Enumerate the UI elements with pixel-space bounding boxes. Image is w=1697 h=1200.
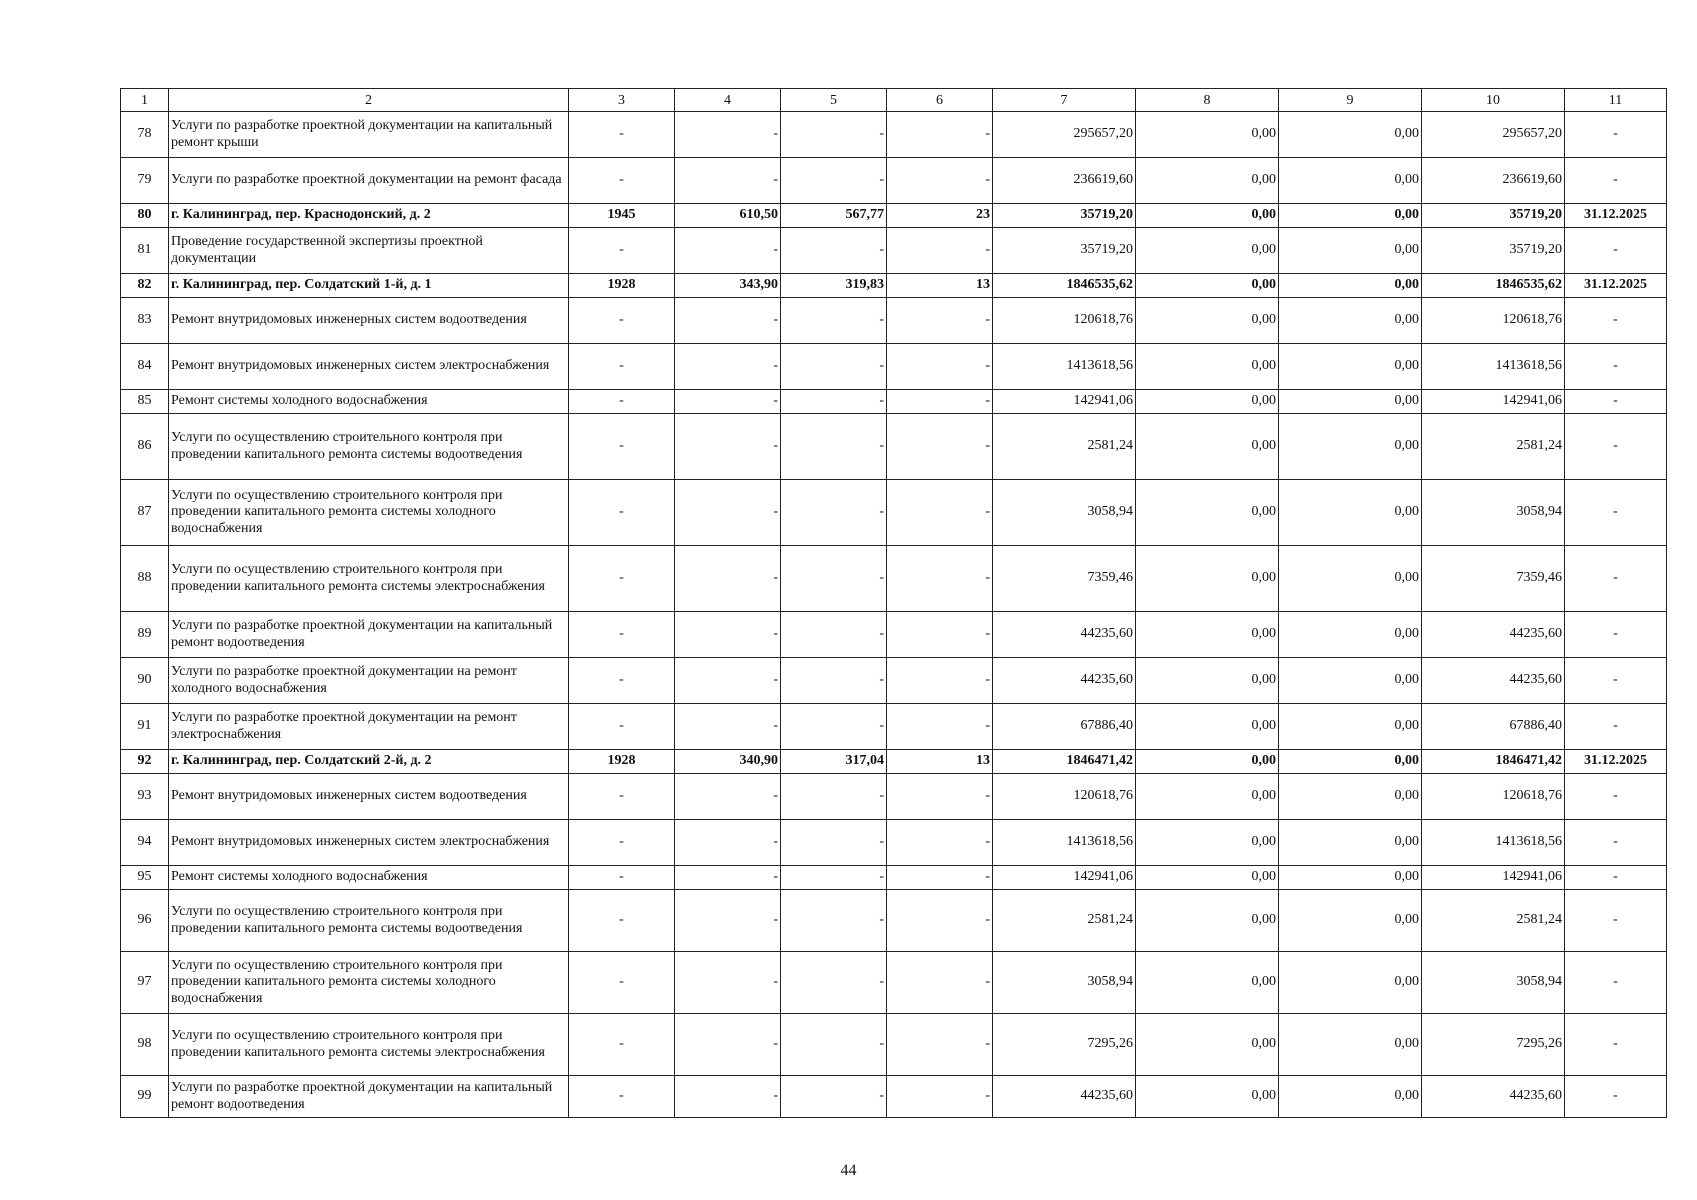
- cost-fund-cell: 67886,40: [1422, 704, 1565, 750]
- column-header: 8: [1136, 89, 1279, 112]
- col9-cell: 0,00: [1279, 952, 1422, 1014]
- area-total-cell: -: [675, 704, 781, 750]
- col8-cell: 0,00: [1136, 658, 1279, 704]
- table-row: [121, 658, 1667, 704]
- row-number: 90: [121, 658, 169, 704]
- year-cell: -: [569, 228, 675, 274]
- col8-cell: 0,00: [1136, 414, 1279, 480]
- year-cell: 1945: [569, 204, 675, 228]
- area-total-cell: -: [675, 1014, 781, 1076]
- col8-cell: 0,00: [1136, 228, 1279, 274]
- year-cell: -: [569, 480, 675, 546]
- cost-total-cell: 2581,24: [993, 414, 1136, 480]
- residents-cell: -: [887, 1076, 993, 1118]
- area-living-cell: -: [781, 414, 887, 480]
- col8-cell: 0,00: [1136, 546, 1279, 612]
- column-header: 11: [1565, 89, 1667, 112]
- col9-cell: 0,00: [1279, 750, 1422, 774]
- address-row: [121, 204, 1667, 228]
- col8-cell: 0,00: [1136, 820, 1279, 866]
- work-description: Услуги по осуществлению строительного контроля при проведении капитального ремонта системы электроснабжения: [169, 1014, 569, 1076]
- area-living-cell: 319,83: [781, 274, 887, 298]
- row-number: 92: [121, 750, 169, 774]
- col9-cell: 0,00: [1279, 890, 1422, 952]
- deadline-cell: -: [1565, 952, 1667, 1014]
- residents-cell: -: [887, 952, 993, 1014]
- row-number: 97: [121, 952, 169, 1014]
- residents-cell: 23: [887, 204, 993, 228]
- area-living-cell: -: [781, 158, 887, 204]
- deadline-cell: -: [1565, 414, 1667, 480]
- deadline-cell: -: [1565, 890, 1667, 952]
- col8-cell: 0,00: [1136, 952, 1279, 1014]
- cost-total-cell: 35719,20: [993, 204, 1136, 228]
- cost-fund-cell: 7295,26: [1422, 1014, 1565, 1076]
- cost-fund-cell: 44235,60: [1422, 612, 1565, 658]
- cost-fund-cell: 120618,76: [1422, 774, 1565, 820]
- work-description: Ремонт системы холодного водоснабжения: [169, 390, 569, 414]
- area-living-cell: -: [781, 390, 887, 414]
- cost-fund-cell: 44235,60: [1422, 658, 1565, 704]
- cost-fund-cell: 1846535,62: [1422, 274, 1565, 298]
- table-row: [121, 774, 1667, 820]
- work-description: Ремонт внутридомовых инженерных систем водоотведения: [169, 298, 569, 344]
- page-number: 44: [840, 1162, 857, 1179]
- cost-total-cell: 142941,06: [993, 390, 1136, 414]
- col9-cell: 0,00: [1279, 1014, 1422, 1076]
- cost-total-cell: 120618,76: [993, 774, 1136, 820]
- table-row: [121, 480, 1667, 546]
- deadline-cell: -: [1565, 704, 1667, 750]
- area-total-cell: -: [675, 890, 781, 952]
- year-cell: 1928: [569, 274, 675, 298]
- work-description: г. Калининград, пер. Солдатский 1-й, д. 1: [169, 274, 569, 298]
- cost-total-cell: 236619,60: [993, 158, 1136, 204]
- col8-cell: 0,00: [1136, 158, 1279, 204]
- area-total-cell: -: [675, 820, 781, 866]
- area-living-cell: -: [781, 480, 887, 546]
- year-cell: -: [569, 344, 675, 390]
- cost-total-cell: 1413618,56: [993, 820, 1136, 866]
- residents-cell: -: [887, 414, 993, 480]
- cost-fund-cell: 44235,60: [1422, 1076, 1565, 1118]
- col9-cell: 0,00: [1279, 546, 1422, 612]
- cost-total-cell: 1846471,42: [993, 750, 1136, 774]
- year-cell: -: [569, 546, 675, 612]
- cost-fund-cell: 236619,60: [1422, 158, 1565, 204]
- deadline-cell: -: [1565, 658, 1667, 704]
- residents-cell: 13: [887, 274, 993, 298]
- area-total-cell: 610,50: [675, 204, 781, 228]
- work-description: Проведение государственной экспертизы проектной документации: [169, 228, 569, 274]
- table-row: [121, 298, 1667, 344]
- row-number: 94: [121, 820, 169, 866]
- deadline-cell: -: [1565, 158, 1667, 204]
- deadline-cell: -: [1565, 112, 1667, 158]
- area-living-cell: 567,77: [781, 204, 887, 228]
- col9-cell: 0,00: [1279, 414, 1422, 480]
- cost-fund-cell: 1413618,56: [1422, 820, 1565, 866]
- area-total-cell: -: [675, 112, 781, 158]
- year-cell: -: [569, 612, 675, 658]
- row-number: 78: [121, 112, 169, 158]
- row-number: 99: [121, 1076, 169, 1118]
- cost-fund-cell: 1413618,56: [1422, 344, 1565, 390]
- area-total-cell: -: [675, 546, 781, 612]
- table-row: [121, 112, 1667, 158]
- area-living-cell: -: [781, 658, 887, 704]
- residents-cell: 13: [887, 750, 993, 774]
- cost-fund-cell: 120618,76: [1422, 298, 1565, 344]
- table-row: [121, 866, 1667, 890]
- row-number: 81: [121, 228, 169, 274]
- residents-cell: -: [887, 1014, 993, 1076]
- work-description: Услуги по осуществлению строительного контроля при проведении капитального ремонта системы холодного водоснабжения: [169, 480, 569, 546]
- row-number: 86: [121, 414, 169, 480]
- cost-fund-cell: 35719,20: [1422, 204, 1565, 228]
- year-cell: -: [569, 658, 675, 704]
- cost-total-cell: 2581,24: [993, 890, 1136, 952]
- deadline-cell: 31.12.2025: [1565, 274, 1667, 298]
- area-total-cell: -: [675, 658, 781, 704]
- area-total-cell: -: [675, 158, 781, 204]
- residents-cell: -: [887, 890, 993, 952]
- table-body: [121, 112, 1667, 1118]
- area-total-cell: -: [675, 298, 781, 344]
- cost-fund-cell: 142941,06: [1422, 866, 1565, 890]
- area-living-cell: -: [781, 298, 887, 344]
- col9-cell: 0,00: [1279, 228, 1422, 274]
- col9-cell: 0,00: [1279, 158, 1422, 204]
- col8-cell: 0,00: [1136, 890, 1279, 952]
- col9-cell: 0,00: [1279, 658, 1422, 704]
- residents-cell: -: [887, 612, 993, 658]
- col9-cell: 0,00: [1279, 866, 1422, 890]
- year-cell: -: [569, 866, 675, 890]
- column-header: 2: [169, 89, 569, 112]
- col9-cell: 0,00: [1279, 774, 1422, 820]
- year-cell: -: [569, 952, 675, 1014]
- work-description: Услуги по разработке проектной документации на ремонт электроснабжения: [169, 704, 569, 750]
- col9-cell: 0,00: [1279, 274, 1422, 298]
- col8-cell: 0,00: [1136, 274, 1279, 298]
- row-number: 96: [121, 890, 169, 952]
- column-number-row: [121, 89, 1667, 112]
- deadline-cell: 31.12.2025: [1565, 750, 1667, 774]
- cost-total-cell: 44235,60: [993, 612, 1136, 658]
- residents-cell: -: [887, 390, 993, 414]
- column-header: 3: [569, 89, 675, 112]
- area-total-cell: -: [675, 390, 781, 414]
- row-number: 95: [121, 866, 169, 890]
- col9-cell: 0,00: [1279, 1076, 1422, 1118]
- residents-cell: -: [887, 820, 993, 866]
- col8-cell: 0,00: [1136, 480, 1279, 546]
- table-row: [121, 1014, 1667, 1076]
- table-row: [121, 890, 1667, 952]
- cost-fund-cell: 2581,24: [1422, 414, 1565, 480]
- column-header: 4: [675, 89, 781, 112]
- col8-cell: 0,00: [1136, 612, 1279, 658]
- area-total-cell: -: [675, 414, 781, 480]
- area-total-cell: -: [675, 612, 781, 658]
- table-row: [121, 158, 1667, 204]
- column-header: 10: [1422, 89, 1565, 112]
- col8-cell: 0,00: [1136, 344, 1279, 390]
- row-number: 84: [121, 344, 169, 390]
- deadline-cell: -: [1565, 344, 1667, 390]
- year-cell: -: [569, 1076, 675, 1118]
- cost-fund-cell: 3058,94: [1422, 480, 1565, 546]
- deadline-cell: -: [1565, 866, 1667, 890]
- area-total-cell: -: [675, 1076, 781, 1118]
- work-description: Услуги по осуществлению строительного контроля при проведении капитального ремонта системы водоотведения: [169, 890, 569, 952]
- table-row: [121, 612, 1667, 658]
- cost-total-cell: 120618,76: [993, 298, 1136, 344]
- year-cell: -: [569, 390, 675, 414]
- deadline-cell: 31.12.2025: [1565, 204, 1667, 228]
- column-header: 7: [993, 89, 1136, 112]
- residents-cell: -: [887, 228, 993, 274]
- cost-fund-cell: 3058,94: [1422, 952, 1565, 1014]
- area-living-cell: -: [781, 112, 887, 158]
- table-row: [121, 546, 1667, 612]
- table-row: [121, 344, 1667, 390]
- deadline-cell: -: [1565, 612, 1667, 658]
- area-living-cell: -: [781, 1014, 887, 1076]
- residents-cell: -: [887, 866, 993, 890]
- table-row: [121, 820, 1667, 866]
- row-number: 83: [121, 298, 169, 344]
- row-number: 98: [121, 1014, 169, 1076]
- area-total-cell: 340,90: [675, 750, 781, 774]
- area-living-cell: -: [781, 866, 887, 890]
- work-description: Услуги по разработке проектной документации на капитальный ремонт водоотведения: [169, 1076, 569, 1118]
- cost-total-cell: 7295,26: [993, 1014, 1136, 1076]
- work-description: Услуги по осуществлению строительного контроля при проведении капитального ремонта системы холодного водоснабжения: [169, 952, 569, 1014]
- deadline-cell: -: [1565, 480, 1667, 546]
- row-number: 89: [121, 612, 169, 658]
- area-living-cell: -: [781, 612, 887, 658]
- area-living-cell: -: [781, 820, 887, 866]
- deadline-cell: -: [1565, 774, 1667, 820]
- year-cell: 1928: [569, 750, 675, 774]
- area-living-cell: -: [781, 1076, 887, 1118]
- col8-cell: 0,00: [1136, 112, 1279, 158]
- year-cell: -: [569, 112, 675, 158]
- deadline-cell: -: [1565, 546, 1667, 612]
- column-header: 5: [781, 89, 887, 112]
- area-total-cell: 343,90: [675, 274, 781, 298]
- row-number: 87: [121, 480, 169, 546]
- table-row: [121, 228, 1667, 274]
- area-living-cell: -: [781, 774, 887, 820]
- table-row: [121, 414, 1667, 480]
- year-cell: -: [569, 158, 675, 204]
- column-header: 1: [121, 89, 169, 112]
- cost-fund-cell: 142941,06: [1422, 390, 1565, 414]
- col9-cell: 0,00: [1279, 344, 1422, 390]
- residents-cell: -: [887, 298, 993, 344]
- year-cell: -: [569, 414, 675, 480]
- col9-cell: 0,00: [1279, 298, 1422, 344]
- row-number: 80: [121, 204, 169, 228]
- cost-fund-cell: 35719,20: [1422, 228, 1565, 274]
- area-living-cell: -: [781, 952, 887, 1014]
- area-living-cell: -: [781, 344, 887, 390]
- residents-cell: -: [887, 546, 993, 612]
- cost-total-cell: 7359,46: [993, 546, 1136, 612]
- col9-cell: 0,00: [1279, 390, 1422, 414]
- work-description: Ремонт внутридомовых инженерных систем электроснабжения: [169, 344, 569, 390]
- work-description: Ремонт системы холодного водоснабжения: [169, 866, 569, 890]
- row-number: 93: [121, 774, 169, 820]
- table-row: [121, 1076, 1667, 1118]
- cost-fund-cell: 2581,24: [1422, 890, 1565, 952]
- deadline-cell: -: [1565, 1014, 1667, 1076]
- residents-cell: -: [887, 658, 993, 704]
- area-total-cell: -: [675, 952, 781, 1014]
- capital-repair-table: [120, 88, 1667, 1118]
- cost-total-cell: 3058,94: [993, 480, 1136, 546]
- table-row: [121, 952, 1667, 1014]
- work-description: Услуги по разработке проектной документации на ремонт холодного водоснабжения: [169, 658, 569, 704]
- area-total-cell: -: [675, 228, 781, 274]
- work-description: Услуги по осуществлению строительного контроля при проведении капитального ремонта системы водоотведения: [169, 414, 569, 480]
- row-number: 82: [121, 274, 169, 298]
- cost-fund-cell: 295657,20: [1422, 112, 1565, 158]
- table-row: [121, 390, 1667, 414]
- cost-total-cell: 35719,20: [993, 228, 1136, 274]
- deadline-cell: -: [1565, 1076, 1667, 1118]
- cost-total-cell: 1846535,62: [993, 274, 1136, 298]
- col9-cell: 0,00: [1279, 820, 1422, 866]
- address-row: [121, 750, 1667, 774]
- cost-fund-cell: 7359,46: [1422, 546, 1565, 612]
- residents-cell: -: [887, 704, 993, 750]
- col9-cell: 0,00: [1279, 204, 1422, 228]
- year-cell: -: [569, 890, 675, 952]
- residents-cell: -: [887, 112, 993, 158]
- residents-cell: -: [887, 480, 993, 546]
- area-living-cell: -: [781, 704, 887, 750]
- residents-cell: -: [887, 158, 993, 204]
- col8-cell: 0,00: [1136, 1014, 1279, 1076]
- col9-cell: 0,00: [1279, 112, 1422, 158]
- col8-cell: 0,00: [1136, 866, 1279, 890]
- row-number: 91: [121, 704, 169, 750]
- column-header: 6: [887, 89, 993, 112]
- work-description: Услуги по разработке проектной документации на капитальный ремонт крыши: [169, 112, 569, 158]
- work-description: Ремонт внутридомовых инженерных систем электроснабжения: [169, 820, 569, 866]
- cost-fund-cell: 1846471,42: [1422, 750, 1565, 774]
- col9-cell: 0,00: [1279, 480, 1422, 546]
- deadline-cell: -: [1565, 390, 1667, 414]
- row-number: 79: [121, 158, 169, 204]
- year-cell: -: [569, 774, 675, 820]
- area-total-cell: -: [675, 344, 781, 390]
- col8-cell: 0,00: [1136, 204, 1279, 228]
- year-cell: -: [569, 704, 675, 750]
- residents-cell: -: [887, 774, 993, 820]
- column-header: 9: [1279, 89, 1422, 112]
- work-description: Услуги по разработке проектной документации на капитальный ремонт водоотведения: [169, 612, 569, 658]
- address-row: [121, 274, 1667, 298]
- cost-total-cell: 44235,60: [993, 658, 1136, 704]
- deadline-cell: -: [1565, 228, 1667, 274]
- col8-cell: 0,00: [1136, 1076, 1279, 1118]
- cost-total-cell: 1413618,56: [993, 344, 1136, 390]
- year-cell: -: [569, 298, 675, 344]
- row-number: 88: [121, 546, 169, 612]
- col8-cell: 0,00: [1136, 750, 1279, 774]
- area-living-cell: -: [781, 228, 887, 274]
- work-description: г. Калининград, пер. Краснодонский, д. 2: [169, 204, 569, 228]
- work-description: Ремонт внутридомовых инженерных систем водоотведения: [169, 774, 569, 820]
- work-description: г. Калининград, пер. Солдатский 2-й, д. 2: [169, 750, 569, 774]
- cost-total-cell: 142941,06: [993, 866, 1136, 890]
- col8-cell: 0,00: [1136, 704, 1279, 750]
- col8-cell: 0,00: [1136, 298, 1279, 344]
- area-total-cell: -: [675, 480, 781, 546]
- cost-total-cell: 44235,60: [993, 1076, 1136, 1118]
- table-row: [121, 704, 1667, 750]
- area-living-cell: -: [781, 890, 887, 952]
- residents-cell: -: [887, 344, 993, 390]
- cost-total-cell: 295657,20: [993, 112, 1136, 158]
- area-total-cell: -: [675, 774, 781, 820]
- area-living-cell: 317,04: [781, 750, 887, 774]
- deadline-cell: -: [1565, 298, 1667, 344]
- area-living-cell: -: [781, 546, 887, 612]
- deadline-cell: -: [1565, 820, 1667, 866]
- year-cell: -: [569, 820, 675, 866]
- year-cell: -: [569, 1014, 675, 1076]
- work-description: Услуги по разработке проектной документации на ремонт фасада: [169, 158, 569, 204]
- row-number: 85: [121, 390, 169, 414]
- col8-cell: 0,00: [1136, 774, 1279, 820]
- cost-total-cell: 67886,40: [993, 704, 1136, 750]
- col8-cell: 0,00: [1136, 390, 1279, 414]
- col9-cell: 0,00: [1279, 704, 1422, 750]
- area-total-cell: -: [675, 866, 781, 890]
- cost-total-cell: 3058,94: [993, 952, 1136, 1014]
- col9-cell: 0,00: [1279, 612, 1422, 658]
- work-description: Услуги по осуществлению строительного контроля при проведении капитального ремонта системы электроснабжения: [169, 546, 569, 612]
